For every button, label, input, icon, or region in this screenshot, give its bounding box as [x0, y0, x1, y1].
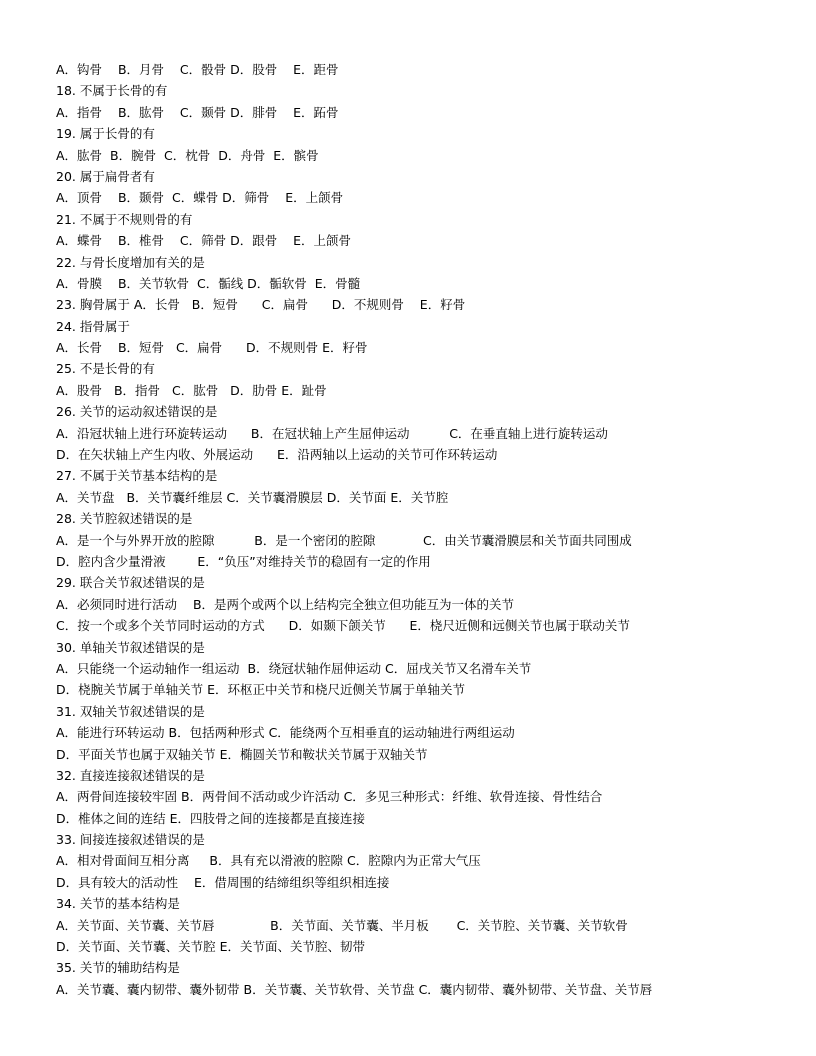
question-20: 20. 属于扁骨者有	[56, 168, 155, 184]
text-line: A．关节盘 B．关节囊纤维层 C．关节囊滑膜层 D．关节面 E．关节腔	[56, 489, 449, 505]
question-35: 35. 关节的辅助结构是	[56, 960, 180, 976]
text-line: A．能进行环转运动 B．包括两种形式 C．能绕两个互相垂直的运动轴进行两组运动	[56, 725, 515, 741]
question-31: 31. 双轴关节叙述错误的是	[56, 703, 205, 719]
text-line: A．必须同时进行活动 B．是两个或两个以上结构完全独立但功能互为一体的关节	[56, 596, 515, 612]
question-18: 18. 不属于长骨的有	[56, 83, 168, 99]
text-line: A．骨膜 B．关节软骨 C．骺线 D．骺软骨 E．骨髓	[56, 275, 361, 291]
text-line: A．股骨 B．指骨 C．肱骨 D．肋骨 E．趾骨	[56, 382, 327, 398]
question-22: 22. 与骨长度增加有关的是	[56, 254, 205, 270]
text-line: A．长骨 B．短骨 C．扁骨 D．不规则骨 E．籽骨	[56, 340, 368, 356]
text-line: A．沿冠状轴上进行环旋转运动 B．在冠状轴上产生屈伸运动 C．在垂直轴上进行旋转运动	[56, 425, 608, 441]
text-line: A．肱骨 B．腕骨 C．枕骨 D．舟骨 E．髌骨	[56, 147, 319, 163]
text-line: A．钩骨 B．月骨 C．骰骨 D．股骨 E．距骨	[56, 62, 339, 77]
question-19: 19. 属于长骨的有	[56, 126, 155, 142]
text-line: A．相对骨面间互相分离 B．具有充以滑液的腔隙 C．腔隙内为正常大气压	[56, 853, 481, 869]
question-29: 29. 联合关节叙述错误的是	[56, 575, 205, 591]
question-30: 30. 单轴关节叙述错误的是	[56, 639, 205, 655]
text-line: A．两骨间连接较牢固 B．两骨间不活动或少许活动 C．多见三种形式：纤维、软骨连接、骨性结合	[56, 789, 603, 805]
text-line: A．指骨 B．肱骨 C．颞骨 D．腓骨 E．跖骨	[56, 104, 339, 120]
question-24: 24. 指骨属于	[56, 318, 130, 334]
question-32: 32. 直接连接叙述错误的是	[56, 767, 205, 783]
text-line: A．顶骨 B．颞骨 C．蝶骨 D．筛骨 E．上颌骨	[56, 190, 344, 206]
text-line: C．按一个或多个关节同时运动的方式 D．如颞下颌关节 E．桡尺近侧和远侧关节也属于联动关节	[56, 618, 630, 634]
text-line: D．具有较大的活动性 E．借周围的结缔组织等组织相连接	[56, 874, 390, 890]
question-26: 26. 关节的运动叙述错误的是	[56, 404, 218, 420]
text-line: A．是一个与外界开放的腔隙 B．是一个密闭的腔隙 C．由关节囊滑膜层和关节面共同围成	[56, 532, 632, 548]
text-line: D．在矢状轴上产生内收、外展运动 E．沿两轴以上运动的关节可作环转运动	[56, 447, 498, 463]
question-23: 23. 胸骨属于 A．长骨 B．短骨 C．扁骨 D．不规则骨 E．籽骨	[56, 297, 466, 313]
text-line: D．平面关节也属于双轴关节 E．椭圆关节和鞍状关节属于双轴关节	[56, 746, 428, 762]
question-33: 33. 间接连接叙述错误的是	[56, 832, 205, 848]
text-line: A．关节面、关节囊、关节唇 B．关节面、关节囊、半月板 C．关节腔、关节囊、关节软骨	[56, 917, 628, 933]
question-27: 27. 不属于关节基本结构的是	[56, 468, 218, 484]
text-line: A．关节囊、囊内韧带、囊外韧带 B．关节囊、关节软骨、关节盘 C．囊内韧带、囊外韧带、关节盘、关节唇	[56, 981, 653, 997]
text-line: D．腔内含少量滑液 E．“负压”对维持关节的稳固有一定的作用	[56, 553, 431, 569]
question-21: 21. 不属于不规则骨的有	[56, 211, 193, 227]
text-line: D．椎体之间的连结 E．四肢骨之间的连接都是直接连接	[56, 810, 365, 826]
text-line: D．桡腕关节属于单轴关节 E．环枢正中关节和桡尺近侧关节属于单轴关节	[56, 682, 465, 698]
question-28: 28. 关节腔叙述错误的是	[56, 511, 193, 527]
text-line: D．关节面、关节囊、关节腔 E．关节面、关节腔、韧带	[56, 939, 365, 955]
question-34: 34. 关节的基本结构是	[56, 896, 180, 912]
text-line: A．只能绕一个运动轴作一组运动 B．绕冠状轴作屈伸运动 C．屈戌关节又名滑车关节	[56, 660, 532, 676]
question-25: 25. 不是长骨的有	[56, 361, 155, 377]
document-page	[56, 59, 756, 1000]
text-line: A．蝶骨 B．椎骨 C．筛骨 D．跟骨 E．上颌骨	[56, 233, 352, 249]
